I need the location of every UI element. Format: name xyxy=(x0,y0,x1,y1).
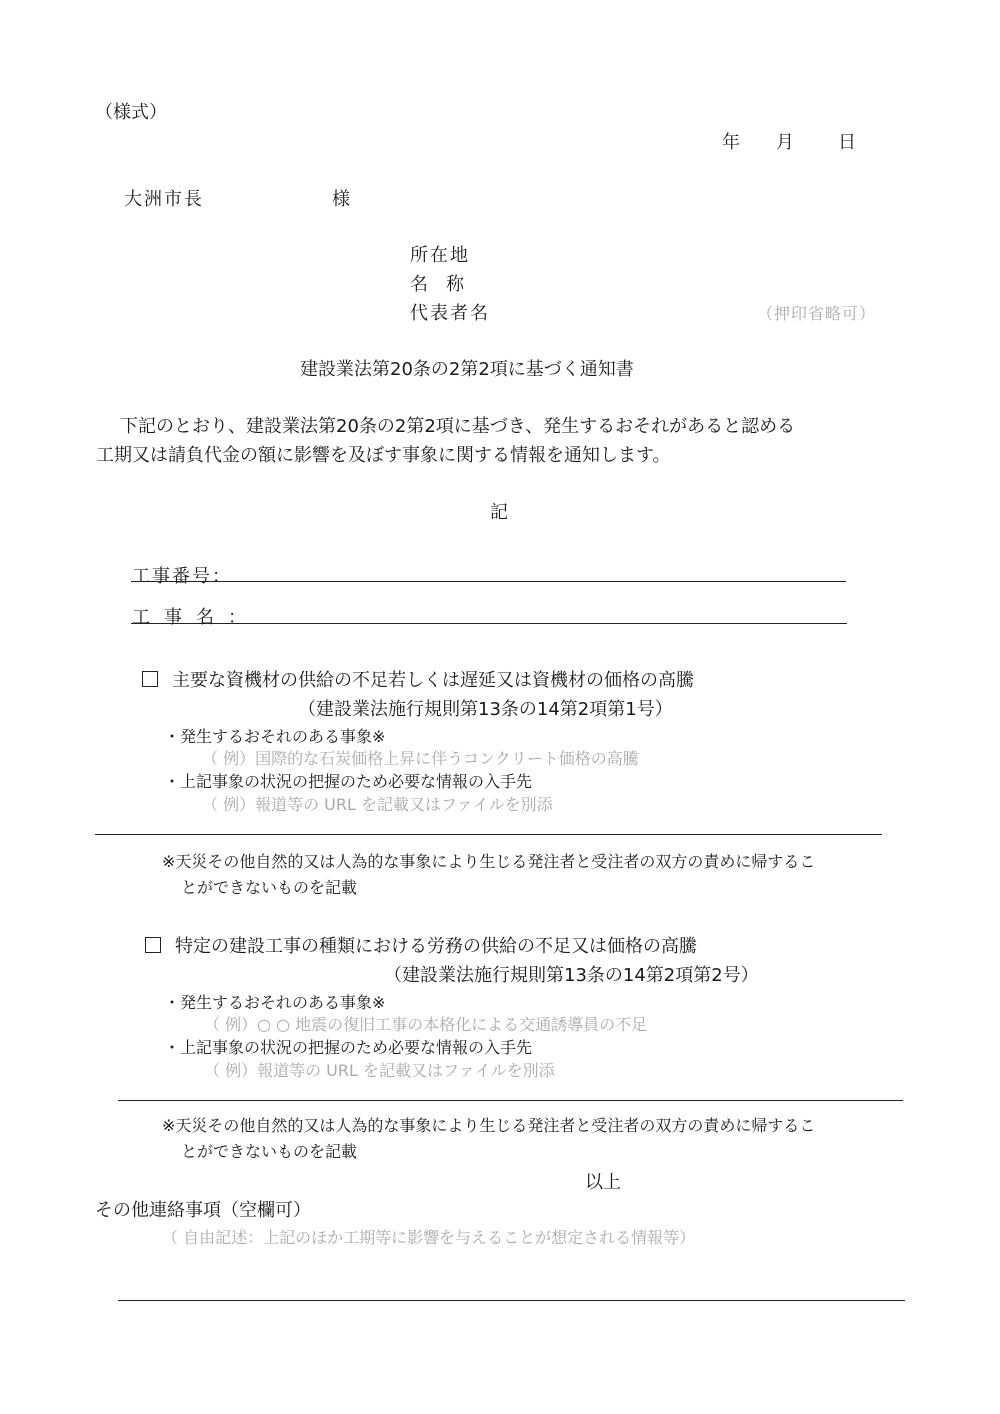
section-1-source-label: ・上記事象の状況の把握のため必要な情報の入手先 xyxy=(164,772,533,791)
other-contact-placeholder[interactable]: （ 自由記述：上記のほか工期等に影響を与えることが想定される情報等） xyxy=(162,1228,696,1247)
date-year-label: 年 xyxy=(722,132,740,153)
section-2-source-example[interactable]: （ 例）報道等の URL を記載又はファイルを別添 xyxy=(204,1061,555,1080)
addressee-name: 大洲市長 xyxy=(124,189,204,210)
section-1-event-label: ・発生するおそれのある事象※ xyxy=(164,727,386,746)
date-day-label: 日 xyxy=(838,132,856,153)
other-contact-heading: その他連絡事項（空欄可） xyxy=(95,1200,311,1221)
intro-line-1: 下記のとおり、建設業法第20条の2第2項に基づき、発生するおそれがあると認める xyxy=(120,416,796,437)
section-2-heading xyxy=(145,932,697,958)
seal-omission-note: （押印省略可） xyxy=(757,304,877,323)
section-1-note-line-2: とができないものを記載 xyxy=(181,878,358,897)
construction-number-label: 工事番号： xyxy=(132,566,232,587)
section-2-checkbox[interactable] xyxy=(145,937,161,953)
section-1-heading xyxy=(142,666,694,692)
section-1-source-example[interactable]: （ 例）報道等の URL を記載又はファイルを別添 xyxy=(202,795,553,814)
construction-number-line[interactable] xyxy=(131,581,846,582)
document-title: 建設業法第20条の2第2項に基づく通知書 xyxy=(300,359,634,380)
section-2-note-line-2: とができないものを記載 xyxy=(181,1142,358,1161)
section-2-event-label: ・発生するおそれのある事象※ xyxy=(164,993,386,1012)
sender-address-label: 所在地 xyxy=(410,245,470,266)
section-2-heading-text: 特定の建設工事の種類における労務の供給の不足又は価格の高騰 xyxy=(175,936,697,957)
date-month-label: 月 xyxy=(776,132,794,153)
sender-name-label: 名 称 xyxy=(410,274,464,295)
ki-heading: 記 xyxy=(490,502,508,523)
construction-name-label: 工事名： xyxy=(132,607,260,628)
sender-rep-label: 代表者名 xyxy=(410,303,490,324)
section-1-heading-text: 主要な資機材の供給の不足若しくは遅延又は資機材の価格の高騰 xyxy=(172,670,694,691)
construction-name-line[interactable] xyxy=(131,623,847,624)
section-1-divider xyxy=(95,834,882,835)
section-1-reference: （建設業法施行規則第13条の14第2項第1号） xyxy=(298,699,673,720)
other-contact-line xyxy=(118,1300,905,1301)
intro-line-2: 工期又は請負代金の額に影響を及ぼす事象に関する情報を通知します。 xyxy=(96,445,671,466)
section-2-divider xyxy=(118,1100,903,1101)
section-2-event-example[interactable]: （ 例）○ ○ 地震の復旧工事の本格化による交通誘導員の不足 xyxy=(204,1015,648,1034)
section-2-note-line-1: ※天災その他自然的又は人為的な事象により生じる発注者と受注者の双方の責めに帰するこ xyxy=(162,1116,816,1135)
ijo-closing: 以上 xyxy=(585,1172,621,1193)
section-1-note-line-1: ※天災その他自然的又は人為的な事象により生じる発注者と受注者の双方の責めに帰するこ xyxy=(162,852,816,871)
section-2-source-label: ・上記事象の状況の把握のため必要な情報の入手先 xyxy=(164,1038,533,1057)
section-2-reference: （建設業法施行規則第13条の14第2項第2号） xyxy=(384,965,759,986)
form-label: （様式） xyxy=(95,102,167,123)
addressee-honorific: 様 xyxy=(332,189,350,210)
section-1-event-example[interactable]: （ 例）国際的な石炭価格上昇に伴うコンクリート価格の高騰 xyxy=(202,749,639,768)
section-1-checkbox[interactable] xyxy=(142,671,158,687)
